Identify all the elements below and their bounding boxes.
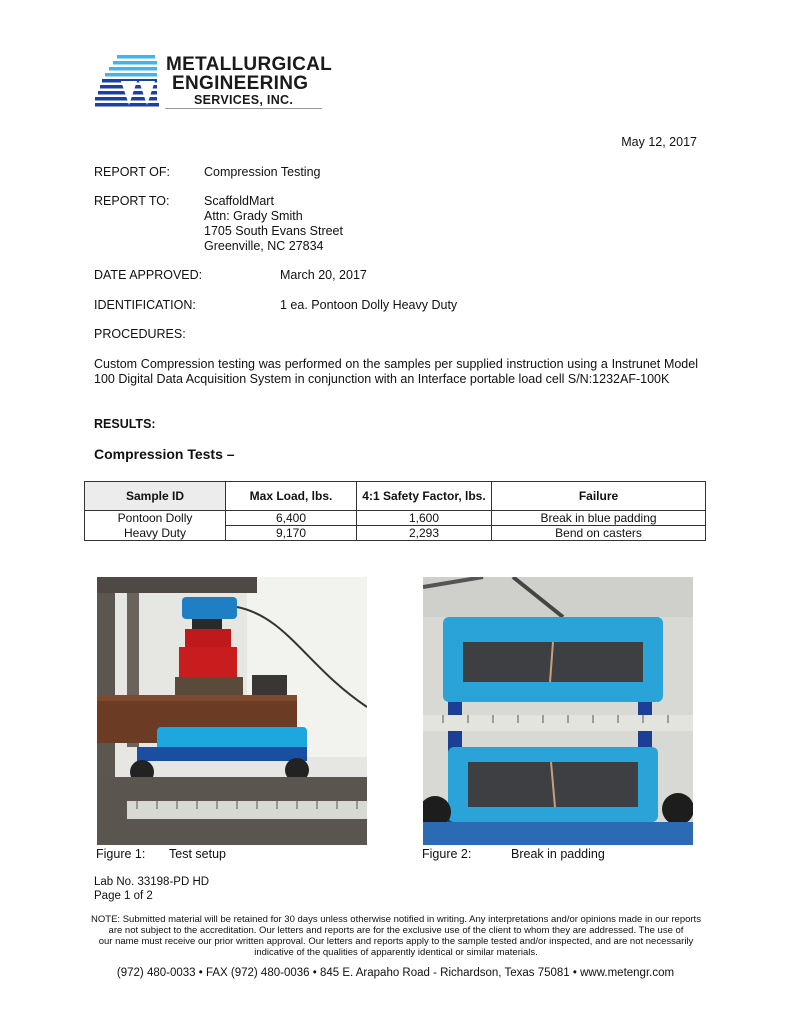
logo-text-line1: METALLURGICAL — [166, 54, 333, 75]
report-to-line: 1705 South Evans Street — [204, 224, 343, 238]
date-approved-label: DATE APPROVED: — [94, 268, 203, 282]
figure-1-number: Figure 1: — [96, 847, 146, 861]
identification-label: IDENTIFICATION: — [94, 298, 196, 312]
disclaimer-line: indicative of the qualities of apparently identical or similar materials. — [254, 947, 538, 958]
procedures-label: PROCEDURES: — [94, 327, 186, 341]
disclaimer-line: NOTE: Submitted material will be retained for 30 days unless otherwise notified in writing. Any interpretations and/or opinions made in our reports — [91, 914, 701, 925]
figure-1-photo — [97, 577, 367, 845]
figure-2-photo — [423, 577, 693, 845]
company-logo-icon — [95, 55, 165, 107]
figure-2-number: Figure 2: — [422, 847, 472, 861]
table-cell: Bend on casters — [492, 526, 706, 541]
table-header: Failure — [492, 482, 706, 511]
table-cell: Heavy Duty — [85, 526, 226, 541]
table-header: 4:1 Safety Factor, lbs. — [357, 482, 492, 511]
report-to-line: Greenville, NC 27834 — [204, 239, 324, 253]
disclaimer-line: are not subject to the accreditation. Our letters and reports are for the exclusive use of the client to whom they are addressed. The use of — [108, 925, 684, 936]
table-header: Sample ID — [85, 482, 226, 511]
date-approved-value: March 20, 2017 — [280, 268, 367, 282]
table-cell: 1,600 — [357, 511, 492, 526]
report-date: May 12, 2017 — [621, 135, 697, 149]
table-header: Max Load, lbs. — [226, 482, 357, 511]
page-number: Page 1 of 2 — [94, 890, 153, 902]
report-to-label: REPORT TO: — [94, 194, 170, 208]
table-cell: 2,293 — [357, 526, 492, 541]
report-of-label: REPORT OF: — [94, 165, 170, 179]
table-cell: 9,170 — [226, 526, 357, 541]
report-of-value: Compression Testing — [204, 165, 321, 179]
section-title: Compression Tests – — [94, 446, 235, 462]
table-row — [85, 511, 706, 526]
procedures-text: Custom Compression testing was performed on the samples per supplied instruction using a Instrunet Model 100 Digital Data Acquisition System in conjunction with an Interface portable load cell S/N:1232AF-100K — [94, 357, 698, 386]
table-row — [85, 526, 706, 541]
results-label: RESULTS: — [94, 417, 156, 431]
table-header-row — [85, 482, 706, 511]
report-to-line: Attn: Grady Smith — [204, 209, 303, 223]
logo-text-line2: ENGINEERING — [172, 73, 309, 94]
table-cell: Pontoon Dolly — [85, 511, 226, 526]
figure-1-caption: Test setup — [169, 847, 226, 861]
table-cell: Break in blue padding — [492, 511, 706, 526]
footer-contact: (972) 480-0033 • FAX (972) 480-0036 • 845 E. Arapaho Road - Richardson, Texas 75081 • www.metengr.com — [116, 967, 675, 979]
report-to-line: ScaffoldMart — [204, 194, 274, 208]
table-cell: 6,400 — [226, 511, 357, 526]
identification-value: 1 ea. Pontoon Dolly Heavy Duty — [280, 298, 458, 312]
figure-2-caption: Break in padding — [511, 847, 605, 861]
disclaimer-line: our name must receive our prior written approval. Our letters and reports apply to the sample tested and/or inspected, and are not necessarily — [98, 936, 694, 947]
lab-number: Lab No. 33198-PD HD — [94, 876, 210, 888]
logo-underline — [165, 108, 322, 109]
results-table — [84, 481, 706, 541]
logo-text-line3: SERVICES, INC. — [194, 93, 294, 107]
